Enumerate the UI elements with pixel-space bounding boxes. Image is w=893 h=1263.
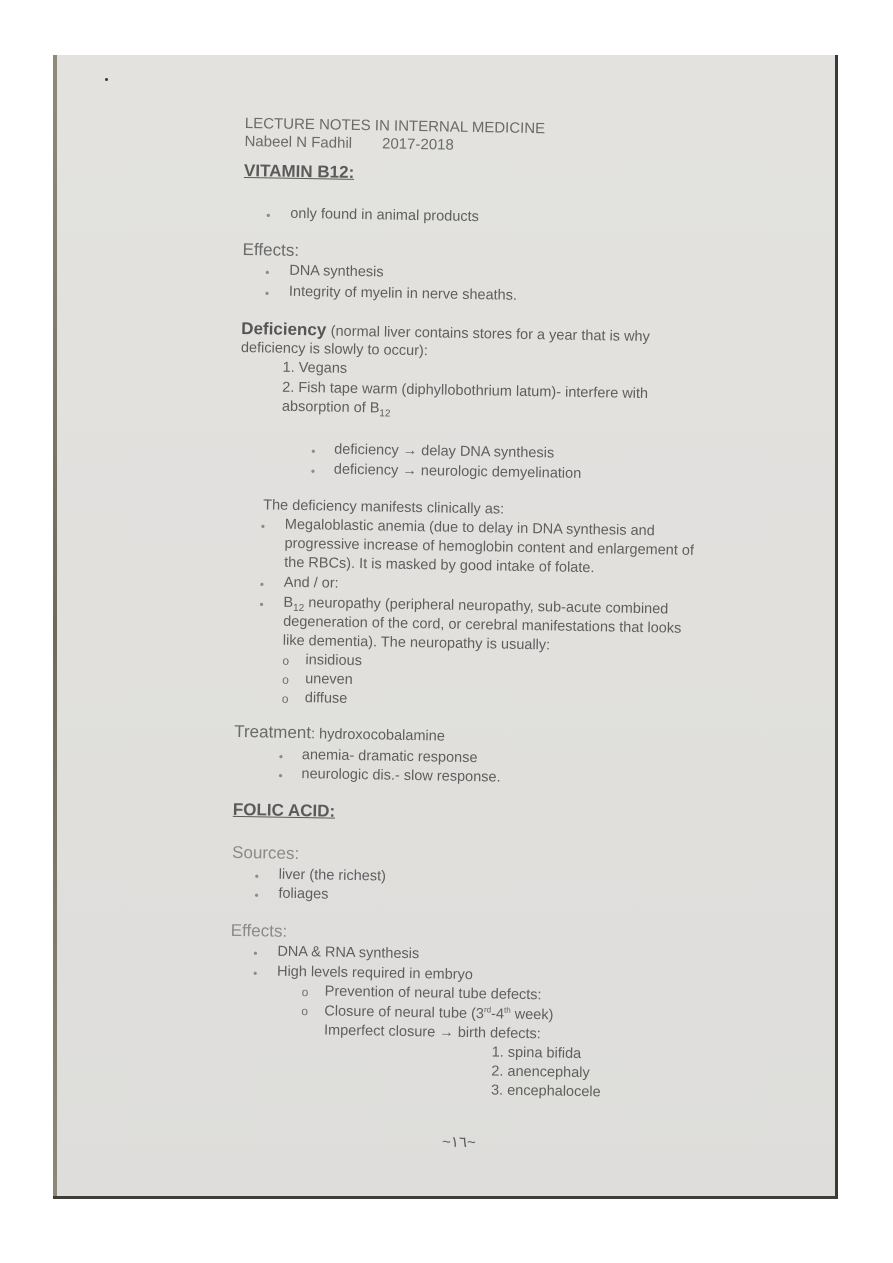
megaloblastic-line: Megaloblastic anemia (due to delay in DNA synthesis and [284,516,655,540]
defect-item [491,1082,601,1100]
circle-bullet-icon: o [282,653,290,668]
source-item: liver (the richest) [278,866,387,885]
closure-text: Closure of neural tube (3 [324,1003,485,1023]
defect-item [492,1044,582,1062]
treatment-text: : hydroxocobalamine [310,726,445,745]
bullet-icon: • [260,519,266,534]
neuropathy-type: diffuse [304,690,348,707]
treatment-item: anemia- dramatic response [301,747,478,767]
arrow-item: deficiency → neurologic demyelination [333,461,582,482]
sources-label: Sources: [231,842,300,864]
cause-item [282,360,347,377]
cause-text: Fish tape warm (diphyllobothrium latum)- interfere with [298,379,649,403]
neuropathy-type: insidious [305,652,363,670]
arrow-item: deficiency → delay DNA synthesis [334,441,555,462]
bullet-icon: • [278,749,284,764]
defect-number: 3. [490,1082,504,1099]
subscript: 12 [379,408,391,420]
deficiency-label: Deficiency [241,318,327,340]
academic-year: 2017-2018 [381,135,454,154]
effect-item: DNA synthesis [289,262,384,281]
prevention-item: Prevention of neural tube defects: [324,983,542,1004]
bullet-icon: • [265,265,270,280]
bullet-icon: • [264,286,270,301]
subscript: 12 [292,602,305,614]
bullet-icon: • [259,577,265,592]
defect-number: 1. [491,1044,504,1061]
treatment-label: Treatment [234,721,312,743]
defect-text: encephalocele [506,1082,601,1101]
circle-bullet-icon: o [301,985,309,1000]
defect-number: 2. [491,1063,504,1080]
lecture-title: LECTURE NOTES IN INTERNAL MEDICINE [244,115,546,138]
folic-acid-heading: FOLIC ACID: [232,799,336,821]
paper-speck [105,78,108,81]
and-or: And / or: [283,574,339,592]
neuropathy-text: neuropathy (peripheral neuropathy, sub-acute combined [304,595,669,618]
cause-number: 1. [282,359,295,376]
circle-bullet-icon: o [301,1004,309,1019]
vitamin-b12-heading: VITAMIN B12: [243,160,355,182]
neuropathy-prefix: B [283,594,294,611]
bullet-icon: • [266,208,271,223]
effects-label-text: Effects [242,239,295,260]
megaloblastic-line: progressive increase of hemoglobin content and enlargement of [284,535,695,559]
cause-text: Vegans [298,359,348,377]
defect-text: anencephaly [507,1063,590,1082]
effects-label: Effects: [242,239,300,260]
effect-item: Integrity of myelin in nerve sheaths. [288,283,518,304]
imperfect-closure: Imperfect closure → birth defects: [323,1022,541,1043]
author-line [244,133,454,154]
neuropathy-line: degeneration of the cord, or cerebral manifestations that looks [283,613,682,637]
closure-text: -4 [490,1006,505,1023]
defect-item [491,1063,590,1081]
intro-bullet-text: only found in animal products [290,205,480,226]
superscript: th [503,1005,511,1015]
bullet-icon: • [259,597,264,612]
bullet-icon: • [252,966,258,981]
bullet-icon: • [254,888,259,903]
closure-text: week) [510,1006,554,1024]
neuropathy-type: uneven [305,671,353,688]
bullet-icon: • [254,869,260,884]
superscript: rd [483,1005,492,1015]
neuropathy-line: like dementia). The neuropathy is usually: [282,632,551,654]
deficiency-note-cont: deficiency is slowly to occur): [240,339,428,360]
treatment-line [234,722,445,746]
cause-cont-text: absorption of B [281,398,380,417]
defect-text: spina bifida [507,1044,582,1063]
circle-bullet-icon: o [281,691,289,706]
folic-effect-item: High levels required in embryo [276,963,474,984]
bullet-icon: • [278,768,283,783]
bullet-icon: • [253,946,258,961]
folic-effect-item: DNA & RNA synthesis [277,943,420,963]
deficiency-note: (normal liver contains stores for a year that is why [330,323,650,346]
cause-item-cont [282,399,391,420]
treatment-item: neurologic dis.- slow response. [301,766,501,786]
cause-number: 2. [282,379,295,396]
author-name: Nabeel N Fadhil [244,132,353,152]
manifests-intro: The deficiency manifests clinically as: [263,497,505,518]
megaloblastic-line: the RBCs). It is masked by good intake of folate. [284,554,595,577]
folic-effects-label: Effects: [230,920,288,941]
bullet-icon: • [310,464,316,479]
bullet-icon: • [311,444,316,459]
circle-bullet-icon: o [282,672,289,687]
source-item: foliages [278,885,329,903]
page-number: ~١٦~ [441,1133,476,1152]
